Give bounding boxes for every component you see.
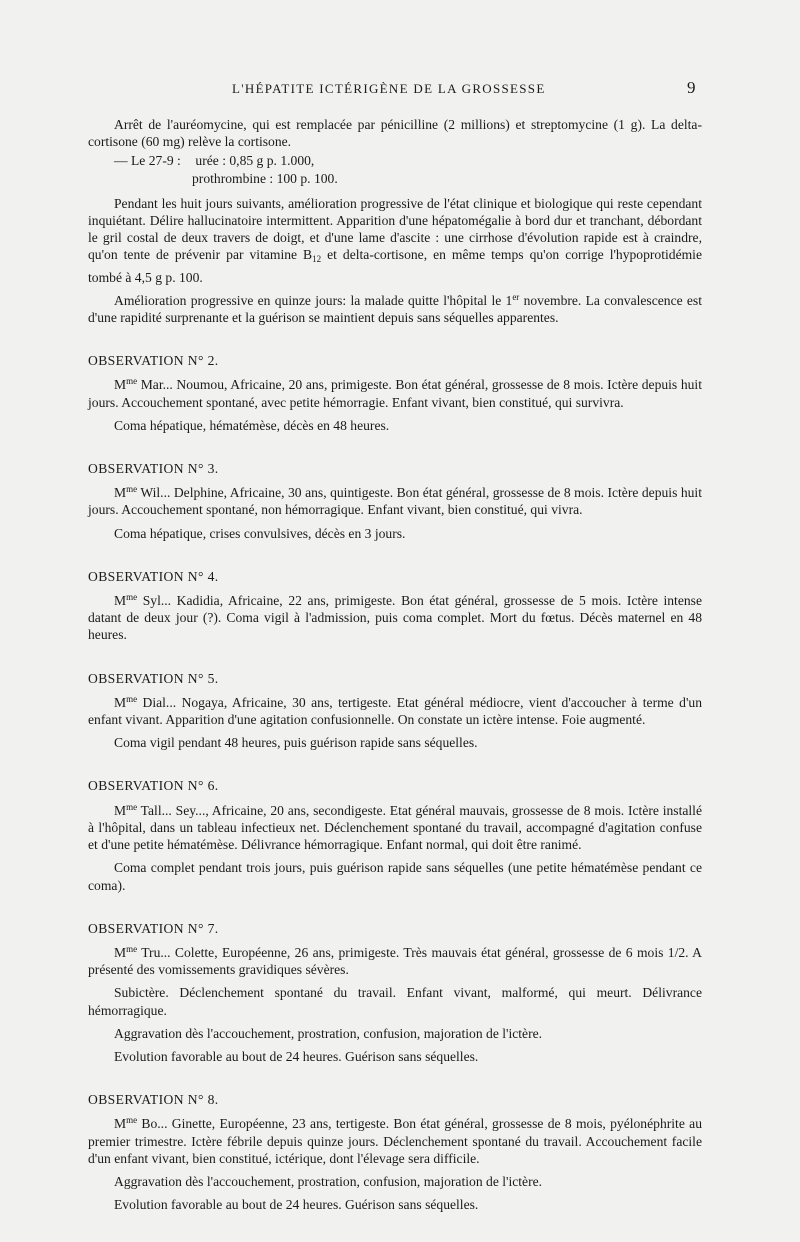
paragraph: Aggravation dès l'accouchement, prostration, confusion, majoration de l'ictère. xyxy=(114,1173,543,1189)
paragraph: $M^{me}$ Bo... Ginette, Européenne, 23 ans, tertigeste. Bon état général, grossesse de 8 mois, pyélonéphrite au premier trimestre. Ictère fébrile depuis quinze jours. Déclenchement spontané du travail. Accouchement facile d'un enfant vivant, bien constitué, ictérique, dont l'élevage sera difficile. xyxy=(88,1115,702,1166)
paragraph: Coma vigil pendant 48 heures, puis guérison rapide sans séquelles. xyxy=(114,735,478,751)
page-header xyxy=(0,78,800,102)
observation-section xyxy=(88,568,702,644)
paragraph-text: Syl... Kadidia, Africaine, 22 ans, primigeste. Bon état général, grossesse de 5 mois. Ictère intense datant de deux jour (?). Coma vigil à l'admission, puis coma complet. Mort du fœtus. Décès maternel en 48 heures. xyxy=(88,593,702,643)
paragraph-text: Dial... Nogaya, Africaine, 30 ans, tertigeste. Etat général médiocre, vient d'accoucher à terme d'un enfant vivant. Apparition d'une agitation confusionnelle. On constate un ictère intense. Foie augmenté. xyxy=(88,694,702,728)
paragraph-text: et delta-cortisone, en même temps qu'on corrige l'hypoprotidémie tombé à 4,5 g p. 100. xyxy=(88,247,702,285)
observation-heading: OBSERVATION N° 2. xyxy=(88,353,219,369)
lab-line xyxy=(114,170,702,187)
superscript: me xyxy=(126,693,138,704)
observation-section xyxy=(88,460,702,542)
paragraph: Subictère. Déclenchement spontané du travail. Enfant vivant, malformé, qui meurt. Délivrance hémorragique. xyxy=(88,985,702,1018)
paragraph-text: Amélioration progressive en quinze jours: la malade quitte l'hôpital le 1 xyxy=(114,292,513,308)
paragraph xyxy=(88,289,702,326)
observation-section xyxy=(88,352,702,434)
paragraph: Evolution favorable au bout de 24 heures. Guérison sans séquelles. xyxy=(114,1048,479,1064)
paragraph: Coma hépatique, crises convulsives, décès en 3 jours. xyxy=(114,525,406,541)
paragraph: Arrêt de l'auréomycine, qui est remplacée par pénicilline (2 millions) et streptomycine (1 g). La delta-cortisone (60 mg) relève la cortisone. xyxy=(88,117,702,150)
observation-heading: OBSERVATION N° 3. xyxy=(88,461,219,477)
superscript: me xyxy=(126,376,138,387)
paragraph: Evolution favorable au bout de 24 heures. Guérison sans séquelles. xyxy=(114,1197,479,1213)
paragraph-text: Tru... Colette, Européenne, 26 ans, primigeste. Très mauvais état général, grossesse de 6 mois 1/2. A présenté des vomissements gravidiques sévères. xyxy=(88,944,702,978)
lab-results xyxy=(88,152,702,186)
observation-heading: OBSERVATION N° 7. xyxy=(88,920,219,936)
paragraph-text: Wil... Delphine, Africaine, 30 ans, quintigeste. Bon état général, grossesse de 8 mois. Ictère depuis huit jours. Accouchement spontané, non hémorragique. Enfant vivant, bien constitué, qui vivra. xyxy=(88,485,702,518)
paragraph: Coma complet pendant trois jours, puis guérison rapide sans séquelles (une petite hématémèse pendant ce coma). xyxy=(88,860,702,893)
observation-heading: OBSERVATION N° 8. xyxy=(88,1092,219,1108)
paragraph xyxy=(88,195,702,286)
paragraph: Coma hépatique, hématémèse, décès en 48 heures. xyxy=(114,417,390,433)
superscript: me xyxy=(126,801,138,812)
observation-heading: OBSERVATION N° 5. xyxy=(88,670,219,686)
paragraph: $M^{me}$ Wil... Delphine, Africaine, 30 ans, quintigeste. Bon état général, grossesse de 8 mois. Ictère depuis huit jours. Accouchement spontané, non hémorragique. Enfant vivant, bien constitué, qui vivra. xyxy=(88,484,702,518)
paragraph: Aggravation dès l'accouchement, prostration, confusion, majoration de l'ictère. xyxy=(114,1025,543,1041)
paragraph-text: Tall... Sey..., Africaine, 20 ans, secondigeste. Etat général mauvais, grossesse de 8 mois. Ictère installé à l'hôpital, dans un tableau infectieux net. Déclenchement spontané du travail, accompagné d'agitation confuse et d'une petite hématémèse. Délivrance hémorragique. Enfant normal, qui doit être ranimé. xyxy=(88,802,702,853)
lab-date: — Le 27-9 : xyxy=(114,153,181,169)
paragraph-text: Pendant les huit jours suivants, amélioration progressive de l'état clinique et biologique qui reste cependant inquiétant. Délire hallucinatoire intermittent. Apparition d'une hépatomégalie à bord dur et tranchant, débordant le gril costal de deux travers de doigt, et d'une lame d'ascite : une cirrhose d'évolution rapide est à craindre, qu'on tente de prévenir par vitamine B xyxy=(88,195,702,263)
paragraph: $M^{me}$ Tall... Sey..., Africaine, 20 ans, secondigeste. Etat général mauvais, grossesse de 8 mois. Ictère installé à l'hôpital, dans un tableau infectieux net. Déclenchement spontané du travail, accompagné d'agitation confuse et d'une petite hématémèse. Délivrance hémorragique. Enfant normal, qui doit être ranimé. xyxy=(88,801,702,853)
superscript: er xyxy=(512,291,520,302)
observation-section xyxy=(88,920,702,1065)
paragraph-text: Mar... Noumou, Africaine, 20 ans, primigeste. Bon état général, grossesse de 8 mois. Ictère depuis huit jours. Accouchement spontané, avec petite hémorragie. Enfant vivant, bien constitué, qui survivra. xyxy=(88,377,702,410)
paragraph: $M^{me}$ Mar... Noumou, Africaine, 20 ans, primigeste. Bon état général, grossesse de 8 mois. Ictère depuis huit jours. Accouchement spontané, avec petite hémorragie. Enfant vivant, bien constitué, qui survivra. xyxy=(88,376,702,410)
subscript: 12 xyxy=(312,254,322,265)
paragraph: $M^{me}$ Syl... Kadidia, Africaine, 22 ans, primigeste. Bon état général, grossesse de 5 mois. Ictère intense datant de deux jour (?). Coma vigil à l'admission, puis coma complet. Mort du fœtus. Décès maternel en 48 heures. xyxy=(88,592,702,643)
observation-heading: OBSERVATION N° 4. xyxy=(88,568,219,584)
observation-heading: OBSERVATION N° 6. xyxy=(88,778,219,794)
lab-value: urée : 0,85 g p. 1.000, xyxy=(195,153,315,169)
observation-section xyxy=(88,670,702,752)
superscript: me xyxy=(126,484,138,495)
lab-line xyxy=(114,152,702,169)
observation-section xyxy=(88,1091,702,1213)
observation-section xyxy=(88,777,702,893)
superscript: me xyxy=(126,943,138,954)
page-number: 9 xyxy=(687,78,696,97)
superscript: me xyxy=(126,1115,138,1126)
paragraph: $M^{me}$ Tru... Colette, Européenne, 26 ans, primigeste. Très mauvais état général, grossesse de 6 mois 1/2. A présenté des vomissements gravidiques sévères. xyxy=(88,943,702,978)
superscript: me xyxy=(126,592,138,603)
paragraph: $M^{me}$ Dial... Nogaya, Africaine, 30 ans, tertigeste. Etat général médiocre, vient d'accoucher à terme d'un enfant vivant. Apparition d'une agitation confusionnelle. On constate un ictère intense. Foie augmenté. xyxy=(88,693,702,728)
lab-value: prothrombine : 100 p. 100. xyxy=(192,170,338,186)
page-body xyxy=(88,116,702,1213)
running-title: L'HÉPATITE ICTÉRIGÈNE DE LA GROSSESSE xyxy=(232,81,546,96)
paragraph-text: novembre. La convalescence est d'une rapidité surprenante et la guérison se maintient depuis sans séquelles apparentes. xyxy=(88,292,703,326)
paragraph-text: Bo... Ginette, Européenne, 23 ans, tertigeste. Bon état général, grossesse de 8 mois, pyélonéphrite au premier trimestre. Ictère fébrile depuis quinze jours. Déclenchement spontané du travail. Accouchement facile d'un enfant vivant, bien constitué, ictérique, dont l'élevage sera difficile. xyxy=(88,1116,702,1166)
